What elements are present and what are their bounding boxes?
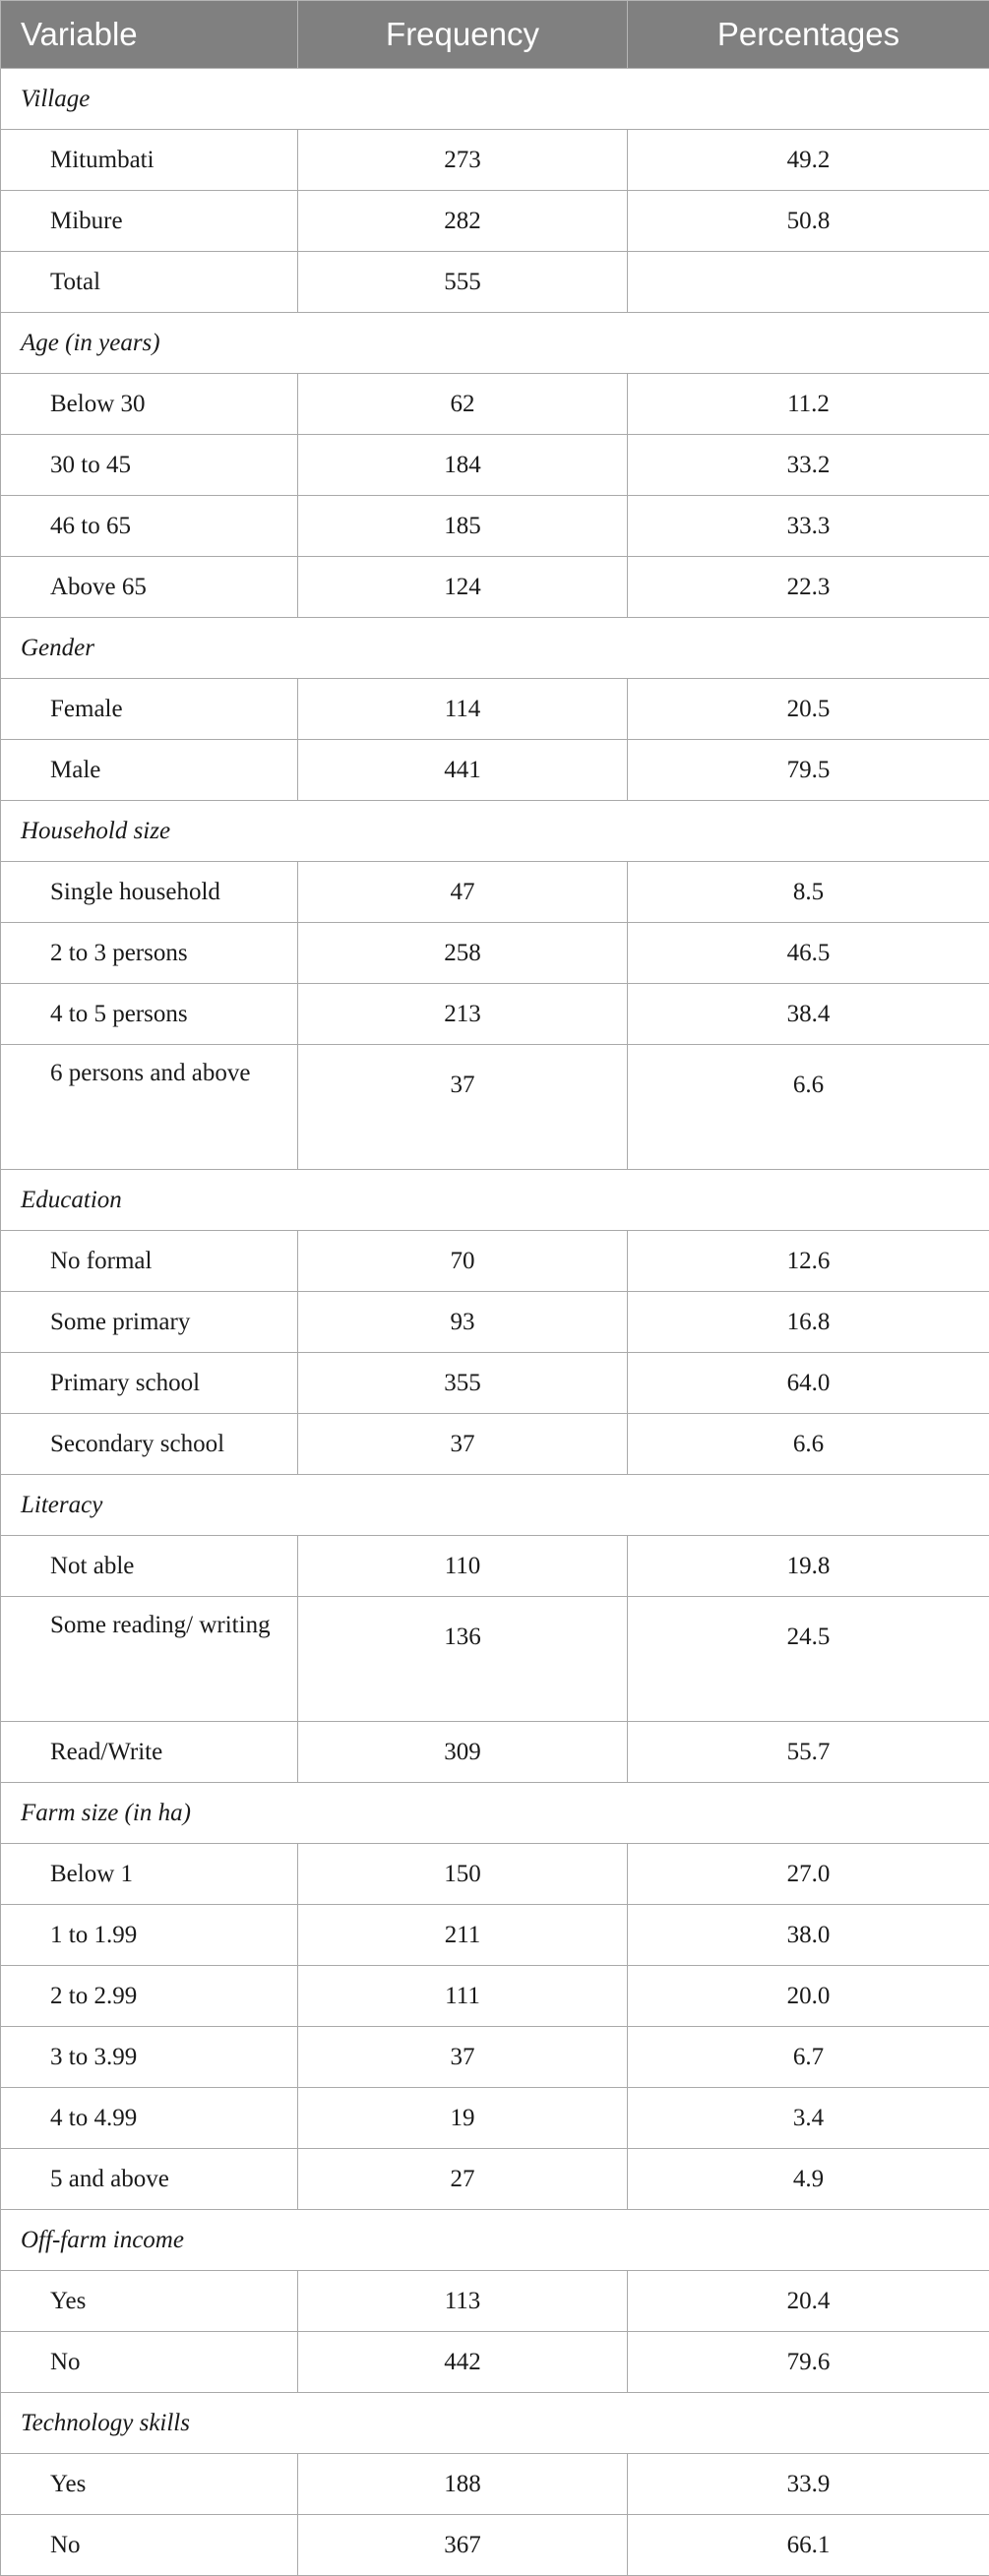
row-frequency: 442 [298, 2332, 628, 2393]
row-frequency: 184 [298, 435, 628, 496]
row-frequency: 93 [298, 1292, 628, 1353]
section-row [1, 801, 989, 862]
row-frequency: 110 [298, 1536, 628, 1597]
table-row [1, 862, 989, 923]
section-title: Off-farm income [1, 2210, 989, 2271]
row-frequency: 37 [298, 2027, 628, 2088]
row-label: Above 65 [1, 557, 298, 618]
row-percentage: 64.0 [628, 1353, 989, 1414]
row-percentage: 22.3 [628, 557, 989, 618]
row-label: Below 1 [1, 1844, 298, 1905]
section-row [1, 1170, 989, 1231]
section-title: Age (in years) [1, 313, 989, 374]
table-body [1, 69, 989, 2576]
row-label: Some primary [1, 1292, 298, 1353]
row-percentage: 19.8 [628, 1536, 989, 1597]
table-row [1, 1597, 989, 1722]
row-frequency: 150 [298, 1844, 628, 1905]
row-label: 4 to 5 persons [1, 984, 298, 1045]
row-frequency: 188 [298, 2454, 628, 2515]
header-row [1, 1, 989, 69]
header-frequency: Frequency [298, 1, 628, 69]
row-frequency: 213 [298, 984, 628, 1045]
table-row [1, 1231, 989, 1292]
row-percentage: 49.2 [628, 130, 989, 191]
row-label: Not able [1, 1536, 298, 1597]
row-frequency: 37 [298, 1045, 628, 1170]
row-frequency: 367 [298, 2515, 628, 2576]
row-label: Mitumbati [1, 130, 298, 191]
table-row [1, 374, 989, 435]
header-percentages: Percentages [628, 1, 989, 69]
table-row [1, 191, 989, 252]
table-row [1, 1536, 989, 1597]
row-percentage: 20.4 [628, 2271, 989, 2332]
row-percentage: 33.2 [628, 435, 989, 496]
row-frequency: 273 [298, 130, 628, 191]
section-row [1, 1783, 989, 1844]
row-percentage: 27.0 [628, 1844, 989, 1905]
row-label: Total [1, 252, 298, 313]
row-frequency: 37 [298, 1414, 628, 1475]
row-frequency: 282 [298, 191, 628, 252]
row-label: Male [1, 740, 298, 801]
row-frequency: 113 [298, 2271, 628, 2332]
row-percentage: 4.9 [628, 2149, 989, 2210]
section-row [1, 313, 989, 374]
row-percentage [628, 252, 989, 313]
row-percentage: 6.6 [628, 1045, 989, 1170]
row-label: Secondary school [1, 1414, 298, 1475]
table-row [1, 1844, 989, 1905]
row-percentage: 66.1 [628, 2515, 989, 2576]
table-row [1, 679, 989, 740]
row-frequency: 211 [298, 1905, 628, 1966]
row-label: Mibure [1, 191, 298, 252]
row-percentage: 20.0 [628, 1966, 989, 2027]
row-label: Read/Write [1, 1722, 298, 1783]
row-percentage: 16.8 [628, 1292, 989, 1353]
row-label: 4 to 4.99 [1, 2088, 298, 2149]
table-row [1, 2515, 989, 2576]
row-percentage: 50.8 [628, 191, 989, 252]
row-percentage: 24.5 [628, 1597, 989, 1722]
table-row [1, 740, 989, 801]
header-variable: Variable [1, 1, 298, 69]
row-percentage: 20.5 [628, 679, 989, 740]
section-row [1, 1475, 989, 1536]
row-percentage: 46.5 [628, 923, 989, 984]
row-label: 2 to 3 persons [1, 923, 298, 984]
table-row [1, 2271, 989, 2332]
table-row [1, 1905, 989, 1966]
table-row [1, 1414, 989, 1475]
row-frequency: 111 [298, 1966, 628, 2027]
row-percentage: 33.3 [628, 496, 989, 557]
table-row [1, 1045, 989, 1170]
table-row [1, 923, 989, 984]
row-percentage: 6.6 [628, 1414, 989, 1475]
row-frequency: 27 [298, 2149, 628, 2210]
row-percentage: 38.4 [628, 984, 989, 1045]
row-percentage: 3.4 [628, 2088, 989, 2149]
table-row [1, 1292, 989, 1353]
row-label: Primary school [1, 1353, 298, 1414]
row-frequency: 258 [298, 923, 628, 984]
table-row [1, 130, 989, 191]
section-title: Farm size (in ha) [1, 1783, 989, 1844]
row-percentage: 33.9 [628, 2454, 989, 2515]
row-percentage: 8.5 [628, 862, 989, 923]
table-row [1, 1353, 989, 1414]
row-label: Below 30 [1, 374, 298, 435]
row-frequency: 124 [298, 557, 628, 618]
section-title: Household size [1, 801, 989, 862]
row-frequency: 355 [298, 1353, 628, 1414]
row-frequency: 70 [298, 1231, 628, 1292]
section-row [1, 69, 989, 130]
table-row [1, 2027, 989, 2088]
row-label: Yes [1, 2271, 298, 2332]
table-row [1, 252, 989, 313]
row-frequency: 47 [298, 862, 628, 923]
table-row [1, 2454, 989, 2515]
section-row [1, 2210, 989, 2271]
row-frequency: 185 [298, 496, 628, 557]
row-percentage: 6.7 [628, 2027, 989, 2088]
row-label: Some reading/ writing [1, 1597, 298, 1722]
table-row [1, 2332, 989, 2393]
row-percentage: 55.7 [628, 1722, 989, 1783]
row-label: 3 to 3.99 [1, 2027, 298, 2088]
row-percentage: 79.6 [628, 2332, 989, 2393]
row-percentage: 12.6 [628, 1231, 989, 1292]
row-label: 1 to 1.99 [1, 1905, 298, 1966]
table-row [1, 1722, 989, 1783]
row-label: No [1, 2515, 298, 2576]
table-row [1, 984, 989, 1045]
row-label: 5 and above [1, 2149, 298, 2210]
section-row [1, 2393, 989, 2454]
row-frequency: 136 [298, 1597, 628, 1722]
row-label: Female [1, 679, 298, 740]
section-row [1, 618, 989, 679]
row-frequency: 62 [298, 374, 628, 435]
section-title: Village [1, 69, 989, 130]
table-row [1, 1966, 989, 2027]
row-frequency: 555 [298, 252, 628, 313]
row-percentage: 38.0 [628, 1905, 989, 1966]
row-label: Yes [1, 2454, 298, 2515]
row-label: 30 to 45 [1, 435, 298, 496]
row-label: Single household [1, 862, 298, 923]
row-label: No formal [1, 1231, 298, 1292]
row-frequency: 441 [298, 740, 628, 801]
table-row [1, 2088, 989, 2149]
table-row [1, 2149, 989, 2210]
row-percentage: 11.2 [628, 374, 989, 435]
table-row [1, 557, 989, 618]
section-title: Technology skills [1, 2393, 989, 2454]
row-frequency: 114 [298, 679, 628, 740]
row-label: No [1, 2332, 298, 2393]
section-title: Gender [1, 618, 989, 679]
row-label: 6 persons and above [1, 1045, 298, 1170]
row-percentage: 79.5 [628, 740, 989, 801]
section-title: Literacy [1, 1475, 989, 1536]
table-row [1, 435, 989, 496]
row-label: 2 to 2.99 [1, 1966, 298, 2027]
section-title: Education [1, 1170, 989, 1231]
row-label: 46 to 65 [1, 496, 298, 557]
row-frequency: 309 [298, 1722, 628, 1783]
table-row [1, 496, 989, 557]
row-frequency: 19 [298, 2088, 628, 2149]
